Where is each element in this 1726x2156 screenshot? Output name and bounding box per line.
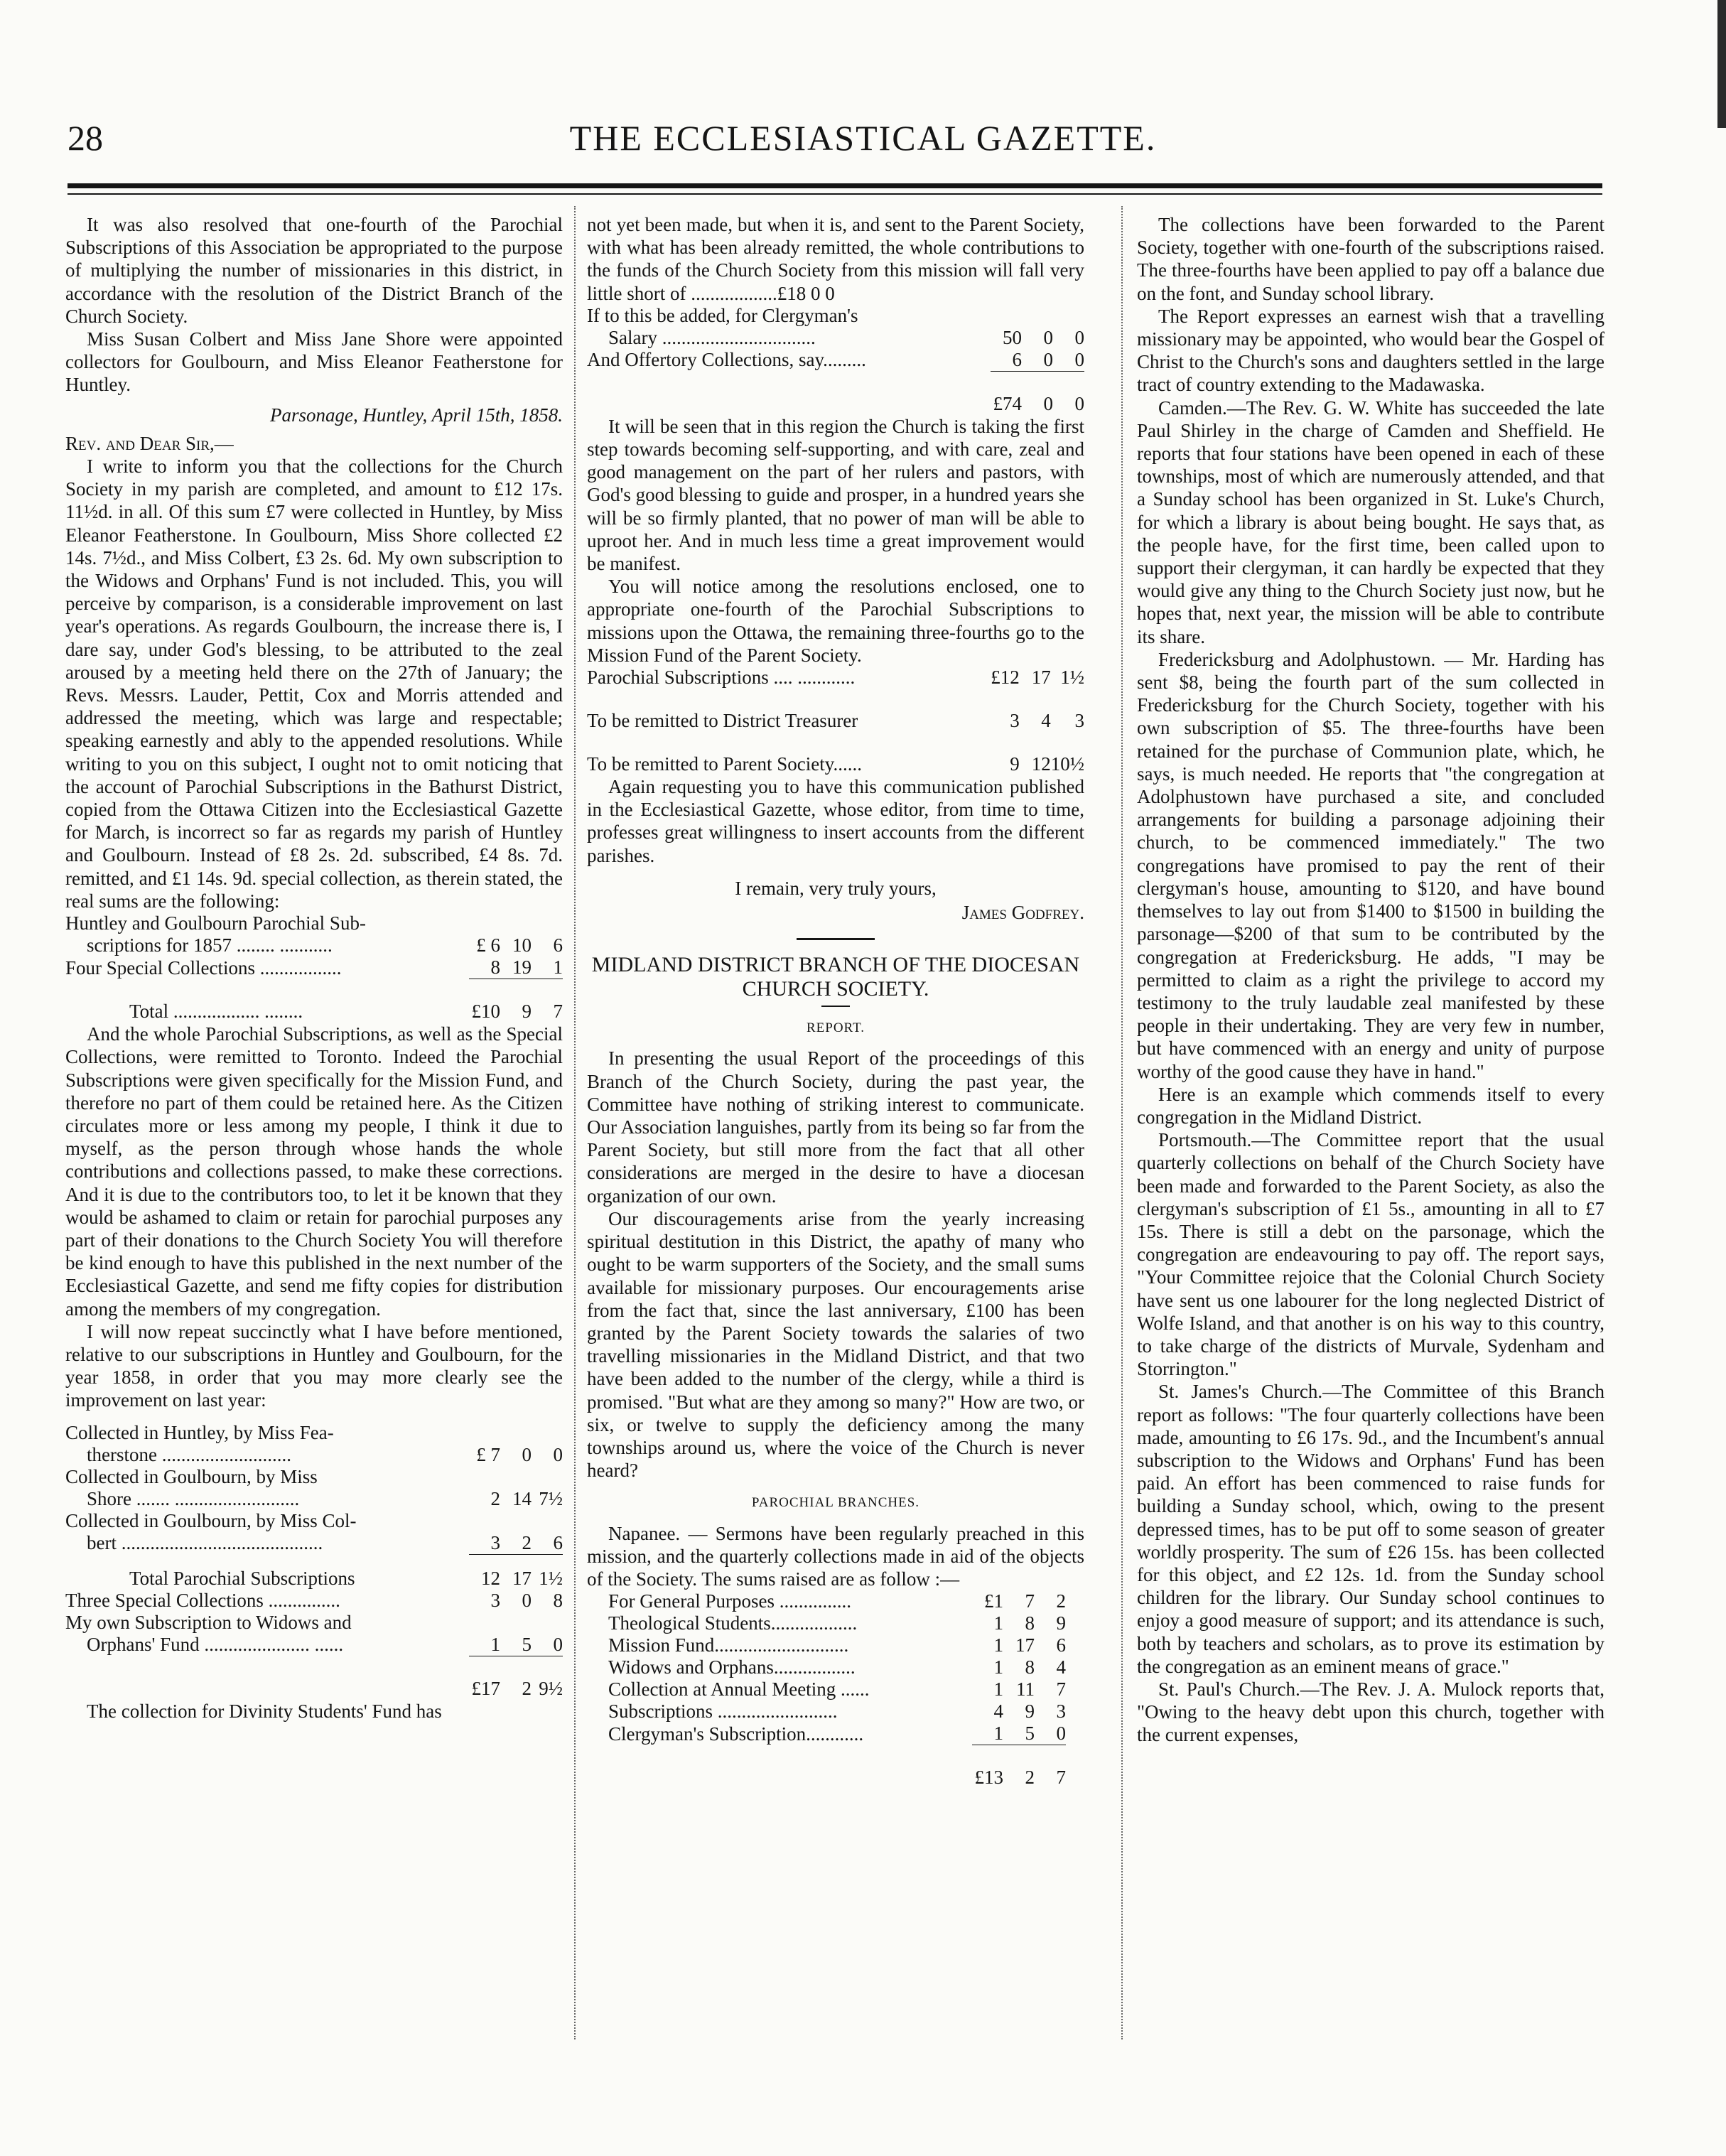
paragraph: Fredericksburg and Adolphustown. — Mr. Harding has sent $8, being the fourth part of the sum collected in Fredericksburg for the Church Society, together with his own subscription of $5. The three-fourths have been retained for the purchase of Communion plate, which, he says, is much needed. He reports that "the congregation at Adolphustown have purchased a site, and concluded arrangements for building a parsonage adjoining their church, to be commenced immediately." The two congregations have promised to pay the rent of their clergyman's house, amounting to $120, and have bound themselves to lay out from $1400 to $1500 in building the parsonage—$200 of that sum to be contributed by the congregation at Fredericksburg. He adds, "I may be permitted to claim as a right the privilege to accord my testimony to the truly laudable zeal manifested by these people in their undertaking. They are very few in number, but have commenced with an energy and unity of purpose worthy of the good cause they have in hand.": [1137, 648, 1604, 1082]
table-row: Orphans' Fund ...................... ...... 1 5 0: [87, 1633, 563, 1656]
paragraph: not yet been made, but when it is, and sent to the Parent Society, with what has been already remitted, the whole contributions to the funds of the Church Society from this mission will fall very little short of ..................£18 0 0: [587, 214, 1084, 304]
column-divider: [1121, 206, 1123, 2039]
paragraph: The collection for Divinity Students' Fund has: [87, 1700, 442, 1722]
table-row: Huntley and Goulbourn Parochial Sub-: [65, 912, 366, 934]
table-total-row: Total Parochial Subscriptions 12 17 1½: [65, 1554, 563, 1590]
paragraph: I will now repeat succinctly what I have before mentioned, relative to our subscriptions in Huntley and Goulbourn, for the year 1858, in order that you may more clearly see the improvement on last year:: [65, 1320, 563, 1411]
table-row: therstone ........................... £ 7 0 0: [87, 1443, 563, 1465]
paragraph: Again requesting you to have this communication published in the Ecclesiastical Gazette, whose editor, from time to time, professes great willingness to insert accounts from the different parishes.: [587, 776, 1084, 866]
paragraph: Napanee. — Sermons have been regularly preached in this mission, and the quarterly collections made in aid of the objects of the Society. The sums raised are as follow :—: [587, 1522, 1084, 1590]
paragraph: Portsmouth.—The Committee report that the usual quarterly collections on behalf of the Church Society have been made and forwarded to the Parent Society, as also the clergyman's subscription of £1 5s., amounting in all to £7 15s. There is still a debt on the parsonage, which the congregation are endeavouring to pay off. The report says, "Your Committee rejoice that the Colonial Church Society have sent us one labourer for the long neglected District of Wolfe Island, and that another is on his way to this country, to take charge of the districts of Murvale, Sydenham and Storrington.": [1137, 1129, 1604, 1380]
table-row: Collection at Annual Meeting ...... 1 11 7: [608, 1678, 1066, 1700]
report-label: REPORT.: [806, 1020, 865, 1036]
letter-dateline: Parsonage, Huntley, April 15th, 1858.: [270, 404, 563, 426]
header-rule-thick: [68, 183, 1602, 188]
section-rule: [821, 1006, 850, 1007]
subsection-heading: PAROCHIAL BRANCHES.: [751, 1495, 920, 1511]
letter-signature: James Godfrey.: [961, 902, 1084, 924]
table-row: For General Purposes ............... £1 7 2: [608, 1590, 1066, 1612]
table-total-row: £17 2 9½: [65, 1656, 563, 1700]
paragraph: You will notice among the resolutions enclosed, one to appropriate one-fourth of the Parochial Subscriptions to missions upon the Ottawa, the remaining three-fourths go to the Mission Fund of the Parent Society.: [587, 576, 1084, 666]
page-number: 28: [68, 118, 103, 158]
table-row: And Offertory Collections, say......... 6 0 0: [587, 348, 1084, 371]
section-rule: [797, 938, 875, 940]
paragraph: It was also resolved that one-fourth of the Parochial Subscriptions of this Association be appropriated to the purpose of multiplying the number of missionaries in this district, in accordance with the resolution of the District Branch of the Church Society.: [65, 214, 563, 327]
paragraph: The Report expresses an earnest wish that a travelling missionary may be appointed, who would bear the Gospel of Christ to the Church's sons and daughters settled in the large tract of country extending to the Madawaska.: [1137, 305, 1604, 396]
paragraph: It will be seen that in this region the Church is taking the first step towards becoming self-supporting, and with care, zeal and good management on the part of her rulers and pastors, with God's good blessing to guide and prosper, in a hundred years she will be so firmly planted, that no power of man will be able to uproot her. And in much less time a great improvement would be manifest.: [587, 415, 1084, 575]
table-row: bert .......................................... 3 2 6: [87, 1531, 563, 1554]
table-row: To be remitted to District Treasurer 3 4 3: [587, 710, 1084, 732]
column-middle: [587, 213, 1084, 1789]
page-edge-shadow: [1717, 0, 1726, 128]
account-table-1857: [65, 912, 563, 1023]
table-row: To be remitted to Parent Society...... 9 12 10½: [587, 753, 1084, 775]
paragraph: The collections have been forwarded to the Parent Society, together with one-fourth of the subscriptions raised. The three-fourths have been applied to pay off a balance due on the font, and Sunday school library.: [1137, 214, 1604, 304]
table-row: Mission Fund............................ 1 17 6: [608, 1634, 1066, 1656]
paragraph: Camden.—The Rev. G. W. White has succeeded the late Paul Shirley in the charge of Camden and Sheffield. He reports that four stations have been opened in each of these townships, most of which are numerously attended, and that a Sunday school has been organized in St. Luke's Church, for which a library is about being bought. He says that, as the people have, for the first time, been called upon to support their clergyman, it can hardly be expected that they would give any thing to the Church Society just now, but he hopes that, next year, the mission will be able to contribute its share.: [1137, 397, 1604, 647]
table-row: Four Special Collections ................. 8 19 1: [65, 956, 563, 979]
table-row: scriptions for 1857 ........ ........... £ 6 10 6: [87, 934, 563, 956]
paragraph: St. Paul's Church.—The Rev. J. A. Mulock reports that, "Owing to the heavy debt upon this church, together with the current expenses,: [1137, 1678, 1604, 1746]
column-left: [65, 213, 563, 1723]
header-rule-thin: [68, 193, 1602, 195]
table-row: Widows and Orphans................. 1 8 4: [608, 1656, 1066, 1678]
account-table-mission: [587, 305, 1084, 415]
paragraph: Here is an example which commends itself to every congregation in the Midland District.: [1137, 1083, 1604, 1128]
paragraph: Miss Susan Colbert and Miss Jane Shore were appointed collectors for Goulbourn, and Miss Eleanor Featherstone for Huntley.: [65, 328, 563, 396]
table-total-row: £74 0 0: [587, 371, 1084, 415]
table-row: If to this be added, for Clergyman's: [587, 304, 858, 326]
table-row: Salary ................................ 50 0 0: [608, 326, 1084, 348]
table-row: Subscriptions ......................... 4 9 3: [608, 1700, 1066, 1723]
table-row: Theological Students.................. 1 8 9: [608, 1612, 1066, 1634]
column-divider: [574, 206, 576, 2039]
table-row: Collected in Goulbourn, by Miss Col-: [65, 1509, 357, 1531]
paragraph: I write to inform you that the collections for the Church Society in my parish are completed, and amount to £12 17s. 11½d. in all. Of this sum £7 were collected in Huntley, by Miss Eleanor Featherstone. In Goulbourn, Miss Shore collected £2 14s. 7½d., and Miss Colbert, £3 2s. 6d. My own subscription to the Widows and Orphans' Fund is not included. This, you will perceive by comparison, is a considerable improvement on last year's operations. As regards Goulbourn, the increase there is, I dare say, under God's blessing, to be attributed to the zeal aroused by a meeting held there on the 27th of January; the Revs. Messrs. Lauder, Pettit, Cox and Morris attended and addressed the meeting, which was large and respectable; speaking earnestly and ably to the appended resolutions. While writing to you on this subject, I ought not to omit noticing that the account of Parochial Subscriptions in the Bathurst District, copied from the Ottawa Citizen into the Ecclesiastical Gazette for March, is incorrect so far as regards my parish of Huntley and Goulbourn. Instead of £8 2s. 2d. subscribed, £4 8s. 7d. remitted, and £1 14s. 9d. special collection, as therein stated, the real sums are the following:: [65, 456, 563, 912]
paragraph: And the whole Parochial Subscriptions, as well as the Special Collections, were remitted to Toronto. Indeed the Parochial Subscriptions were given specifically for the Mission Fund, and therefore no part of them could be retained here. As the Citizen circulates more or less among my people, I think it due to myself, as the person through whose hands the whole contributions and collections passed, to make these corrections. And it is due to the contributors too, to let it be known that they would be ashamed to claim or retain for parochial purposes any part of their donations to the Church Society You will therefore be kind enough to have this published in the next number of the Ecclesiastical Gazette, and send me fifty copies for distribution among the members of my congregation.: [65, 1023, 563, 1320]
table-total-row: Total .................. ........ £10 9 7: [65, 979, 563, 1023]
paragraph: St. James's Church.—The Committee of this Branch report as follows: "The four quarterly collections have been made, amounting to £6 17s. 9d., and the Incumbent's annual subscription to the Widows and Orphans' Fund has been paid. An effort has been commenced to raise funds for building a Sunday school, which, owing to the present depressed times, has to be put off to some season of greater worldly prosperity. The sum of £26 15s. has been collected for this object, and £2 12s. 1d. from the Sunday school children for the library. Our Sunday school continues to enjoy a good measure of support; and its attendance is such, both by teachers and scholars, as to prove its estimation by the congregation as an eminent means of grace.": [1137, 1381, 1604, 1677]
running-head: THE ECCLESIASTICAL GAZETTE.: [569, 118, 1157, 158]
account-table-distribution: [587, 667, 1084, 775]
table-row: My own Subscription to Widows and: [65, 1611, 352, 1633]
column-right: [1137, 213, 1604, 1747]
table-row: Parochial Subscriptions .... ............ £12 17 1½: [587, 667, 1084, 689]
account-table-1858: [65, 1422, 563, 1700]
paragraph: Our discouragements arise from the yearly increasing spiritual destitution in this District, the apathy of many who ought to be warm supporters of the Society, and the small sums available for missionary purposes. Our encouragements arise from the fact that, since the last anniversary, £100 has been granted by the Parent Society towards the salaries of two travelling missionaries in the Midland District, and that two have been added to the number of the clergy, while a third is promised. "But what are they among so many?" How are two, or six, or twelve to supply the deficiency among the many townships around us, where the voice of the Church is never heard?: [587, 1207, 1084, 1482]
table-row: Collected in Goulbourn, by Miss: [65, 1465, 318, 1487]
table-row: Shore ....... .......................... 2 14 7½: [87, 1487, 563, 1509]
section-heading: MIDLAND DISTRICT BRANCH OF THE DIOCESAN CHURCH SOCIETY.: [591, 953, 1080, 1001]
table-row: Three Special Collections ............... 3 0 8: [65, 1589, 563, 1611]
letter-closing: I remain, very truly yours,: [735, 877, 937, 899]
account-table-napanee: [608, 1590, 1066, 1789]
table-row: Collected in Huntley, by Miss Fea-: [65, 1421, 334, 1443]
letter-salutation: Rev. and Dear Sir,—: [65, 432, 234, 454]
paragraph: In presenting the usual Report of the proceedings of this Branch of the Church Society, during the past year, the Committee have nothing of striking interest to communicate. Our Association languishes, partly from its being so far from the Parent Society, but still more from the fact that all other considerations are merged in the desire to have a diocesan organization of our own.: [587, 1047, 1084, 1207]
table-total-row: £13 2 7: [608, 1745, 1066, 1789]
table-row: Clergyman's Subscription............ 1 5 0: [608, 1723, 1066, 1745]
